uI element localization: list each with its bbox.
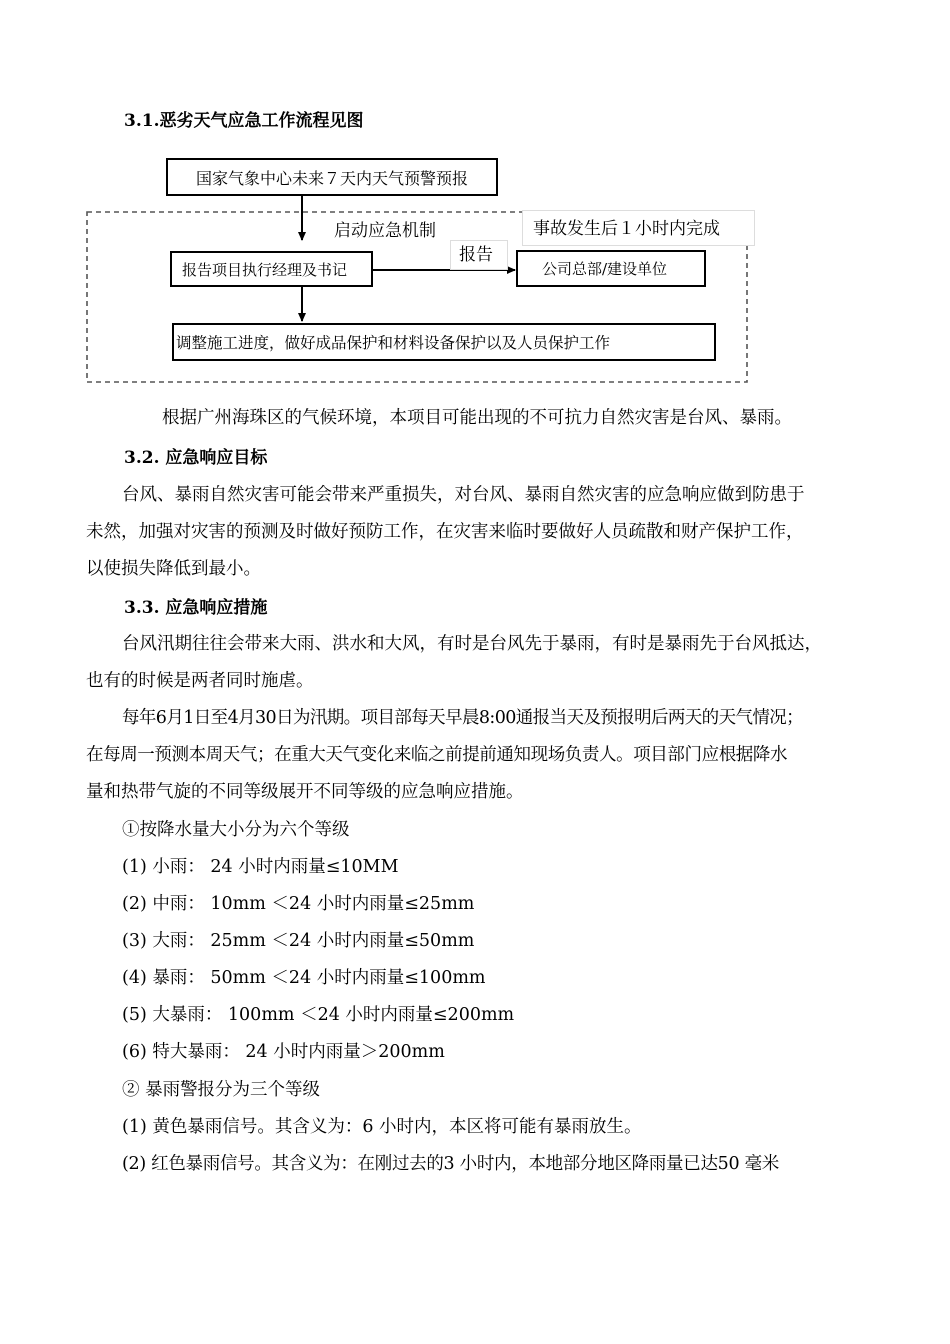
rain-level-item: (6) 特大暴雨： 24 小时内雨量＞200mm [122,1042,445,1062]
paragraph-target-line-1: 台风、暴雨自然灾害可能会带来严重损失，对台风、暴雨自然灾害的应急响应做到防患于 [122,485,805,505]
paragraph-flood-line-3: 量和热带气旋的不同等级展开不同等级的应急响应措施。 [86,782,524,802]
box-company-hq-text: 公司总部/建设单位 [542,260,668,278]
paragraph-flood-line-2: 在每周一预测本周天气；在重大天气变化来临之前提前通知现场负责人。项目部门应根据降水 [86,745,788,765]
warning-item: (2) 红色暴雨信号。其含义为：在刚过去的3 小时内，本地部分地区降雨量已达50 毫米 [122,1154,779,1174]
box-adjust-progress [172,323,716,361]
box-adjust-progress-text: 调整施工进度，做好成品保护和材料设备保护以及人员保护工作 [176,334,611,352]
rain-level-item: (2) 中雨： 10mm ＜24 小时内雨量≤25mm [122,894,475,914]
rain-levels-title: ①按降水量大小分为六个等级 [122,820,350,840]
rain-level-item: (4) 暴雨： 50mm ＜24 小时内雨量≤100mm [122,968,486,988]
paragraph-measure-line-1: 台风汛期往往会带来大雨、洪水和大风，有时是台风先于暴雨，有时是暴雨先于台风抵达， [122,634,822,654]
rain-level-item: (5) 大暴雨： 100mm ＜24 小时内雨量≤200mm [122,1005,515,1025]
box-report-manager [170,251,373,287]
paragraph-target-line-3: 以使损失降低到最小。 [86,559,261,579]
paragraph-flood-line-1: 每年6月1日至4月30日为汛期。项目部每天早晨8:00通报当天及预报明后两天的天气情况； [122,708,804,728]
box-report-manager-text: 报告项目执行经理及书记 [182,260,348,279]
paragraph-target-line-2: 未然，加强对灾害的预测及时做好预防工作，在灾害来临时要做好人员疏散和财产保护工作， [86,522,804,542]
label-deadline: 事故发生后１小时内完成 [522,210,755,246]
label-start-emergency: 启动应急机制 [330,216,440,241]
box-weather-forecast-text: 国家气象中心未来７天内天气预警预报 [195,168,468,188]
paragraph-climate: 根据广州海珠区的气候环境，本项目可能出现的不可抗力自然灾害是台风、暴雨。 [162,408,792,428]
heading-3-3: 3.3. 应急响应措施 [124,598,268,618]
heading-3-2: 3.2. 应急响应目标 [124,448,268,468]
rain-level-item: (1) 小雨： 24 小时内雨量≤10MM [122,857,399,877]
heading-3-1: 3.1.恶劣天气应急工作流程见图 [124,111,364,131]
paragraph-measure-line-2: 也有的时候是两者同时施虐。 [86,671,314,691]
rain-level-item: (3) 大雨： 25mm ＜24 小时内雨量≤50mm [122,931,475,951]
box-weather-forecast [166,158,498,196]
label-report: 报告 [450,240,508,270]
box-company-hq [516,250,706,287]
warnings-title: ② 暴雨警报分为三个等级 [122,1080,321,1100]
warning-item: (1) 黄色暴雨信号。其含义为：6 小时内，本区将可能有暴雨放生。 [122,1117,642,1137]
